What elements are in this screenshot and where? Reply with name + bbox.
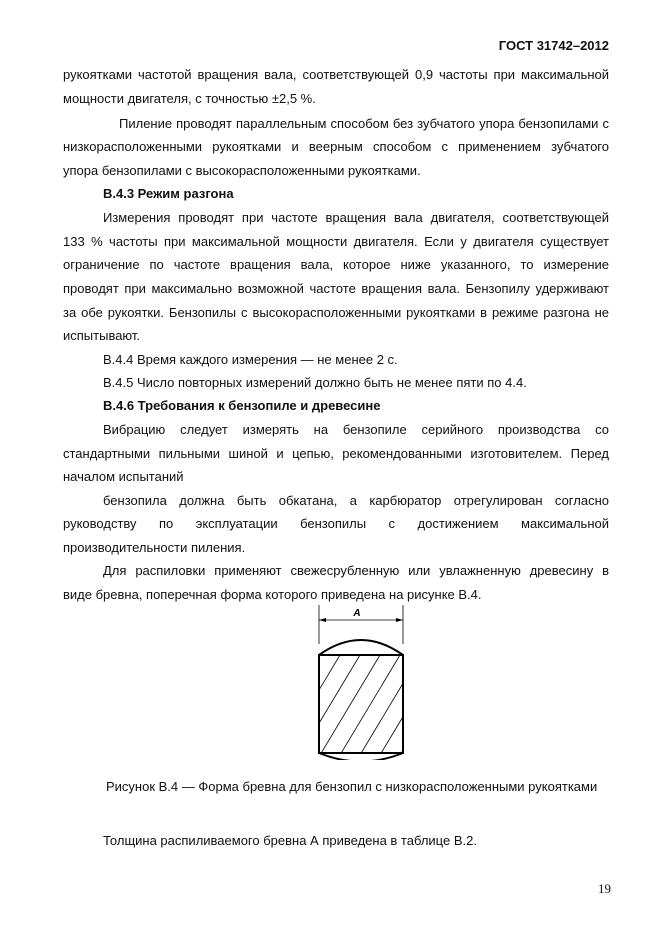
page-number: 19: [598, 881, 611, 896]
text-line: упора бензопилами с высокорасположенными рукоятками.: [63, 163, 421, 178]
text-line: началом испытаний: [63, 469, 184, 484]
text-line: мощности двигателя, с точностью ±2,5 %.: [63, 91, 316, 106]
dimension-label: А: [353, 608, 361, 619]
text-line: Вибрацию следует измерять на бензопиле серийного производства со: [103, 422, 609, 437]
text-line: Для распиловки применяют свежесрубленную или увлажненную древесину в: [103, 563, 609, 578]
log-bottom-arc: [319, 753, 403, 760]
dimension-arrow-right: [396, 618, 403, 622]
document-header: ГОСТ 31742–2012: [498, 38, 609, 53]
text-line: В.4.4 Время каждого измерения — не менее 2 с.: [103, 352, 398, 367]
text-line: виде бревна, поперечная форма которого приведена на рисунке В.4.: [63, 587, 482, 602]
section-heading: В.4.6 Требования к бензопиле и древесине: [103, 398, 381, 413]
text-line: стандартными пильными шиной и цепью, рекомендованными изготовителем. Перед: [63, 446, 609, 461]
dimension-arrow-left: [319, 618, 326, 622]
text-line: за обе рукоятки. Бензопилы с высокорасположенными рукоятками в режиме разгона не: [63, 305, 609, 320]
text-line: бензопила должна быть обкатана, а карбюратор отрегулирован согласно: [103, 493, 609, 508]
text-line: руководству по эксплуатации бензопилы с достижением максимальной: [63, 516, 609, 531]
text-line: Пиление проводят параллельным способом без зубчатого упора бензопилами с: [119, 116, 609, 131]
section-heading: В.4.3 Режим разгона: [103, 186, 234, 201]
log-cross-section-figure: [300, 600, 430, 760]
text-line: производительности пиления.: [63, 540, 246, 555]
text-line: В.4.5 Число повторных измерений должно быть не менее пяти по 4.4.: [103, 375, 527, 390]
text-line: проводят при максимально возможной частоте вращения вала. Бензопилу удерживают: [63, 281, 609, 296]
text-line: низкорасположенными рукоятками и веерным способом с применением зубчатого: [63, 139, 609, 154]
text-line: испытывают.: [63, 328, 141, 343]
text-line: Толщина распиливаемого бревна А приведена в таблице В.2.: [103, 833, 477, 848]
figure-caption: Рисунок В.4 — Форма бревна для бензопил с низкорасположенными рукоятками: [106, 779, 598, 794]
text-line: 133 % частоты при максимальной мощности двигателя. Если у двигателя существует: [63, 234, 609, 249]
text-line: Измерения проводят при частоте вращения вала двигателя, соответствующей: [103, 210, 609, 225]
text-line: рукоятками частотой вращения вала, соответствующей 0,9 частоты при максимальной: [63, 67, 609, 82]
text-line: ограничение по частоте вращения вала, которое ниже указанного, то измерение: [63, 257, 609, 272]
log-top-arc: [319, 640, 403, 655]
